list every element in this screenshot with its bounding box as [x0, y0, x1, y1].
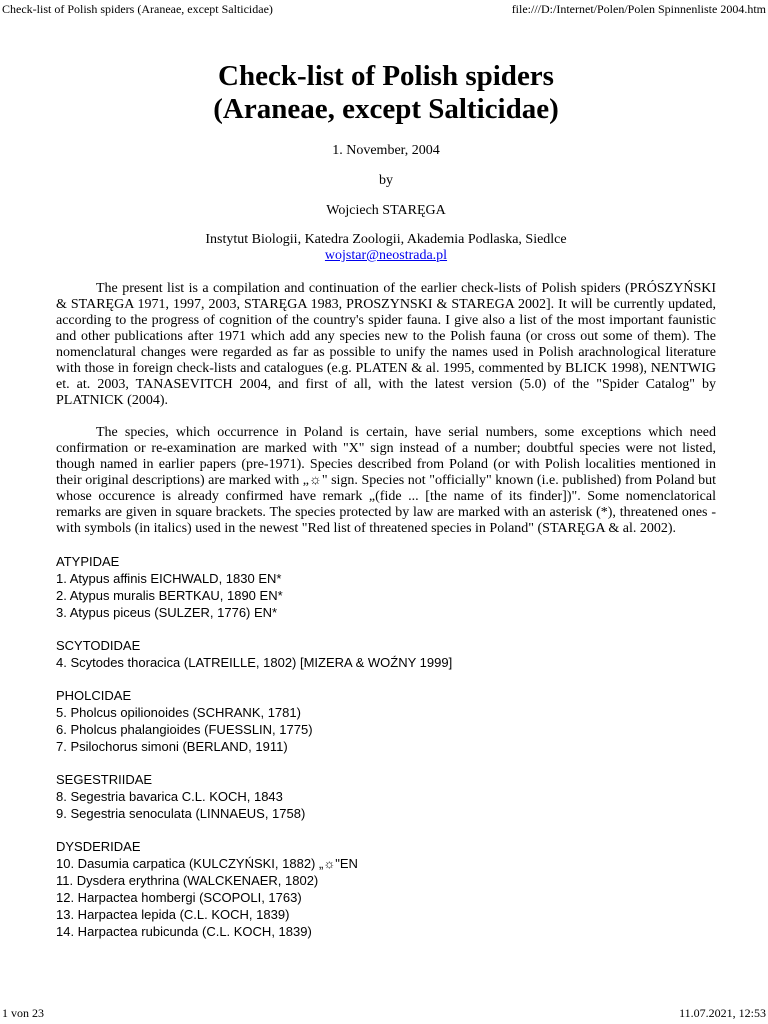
family-segestriidae	[56, 771, 716, 822]
title-line-2: (Araneae, except Salticidae)	[213, 93, 559, 125]
print-timestamp: 11.07.2021, 12:53	[679, 1006, 766, 1020]
print-header-url: file:///D:/Internet/Polen/Polen Spinnenliste 2004.htm	[511, 2, 766, 16]
species-item: 9. Segestria senoculata (LINNAEUS, 1758)	[56, 806, 306, 821]
by-label: by	[379, 173, 393, 188]
species-item: 14. Harpactea rubicunda (C.L. KOCH, 1839)	[56, 924, 312, 939]
species-item: 11. Dysdera erythrina (WALCKENAER, 1802)	[56, 873, 319, 888]
species-item: 1. Atypus affinis EICHWALD, 1830 EN*	[56, 571, 282, 586]
family-name: SCYTODIDAE	[56, 638, 141, 653]
print-footer	[2, 1005, 766, 1021]
family-dysderidae	[56, 838, 716, 940]
species-list	[56, 553, 716, 940]
species-item: 5. Pholcus opilionoides (SCHRANK, 1781)	[56, 705, 301, 720]
species-item: 6. Pholcus phalangioides (FUESSLIN, 1775)	[56, 722, 313, 737]
title-line-1: Check-list of Polish spiders	[218, 60, 554, 92]
print-header	[2, 1, 766, 17]
species-item: 7. Psilochorus simoni (BERLAND, 1911)	[56, 739, 288, 754]
family-atypidae	[56, 553, 716, 621]
species-item: 3. Atypus piceus (SULZER, 1776) EN*	[56, 605, 278, 620]
family-name: ATYPIDAE	[56, 554, 120, 569]
species-item: 13. Harpactea lepida (C.L. KOCH, 1839)	[56, 907, 290, 922]
family-name: DYSDERIDAE	[56, 839, 141, 854]
species-item: 8. Segestria bavarica C.L. KOCH, 1843	[56, 789, 283, 804]
email-link[interactable]: wojstar@neostrada.pl	[324, 248, 448, 263]
document-content	[56, 60, 716, 956]
publication-date: 1. November, 2004	[332, 143, 440, 158]
notation-paragraph: The species, which occurrence in Poland is certain, have serial numbers, some exceptions which need confirmation or re-examination are marked with "X" sign instead of a number; doubtful species were not listed, though named in earlier papers (pre-1971). Species described from Poland (or with Polish localities mentioned in their original descriptions) are marked with „☼" sign. Species not "officially" known (i.e. published) from Poland but whose occurence is already confirmed have remark „(fide ... [the name of its finder])". Some nomenclatorical remarks are given in square brackets. The species protected by law are marked with an asterisk (*), threatened ones - with symbols (in italics) used in the newest "Red list of threatened species in Poland" (STARĘGA & al. 2002).	[56, 425, 716, 536]
page-counter: 1 von 23	[2, 1006, 44, 1020]
family-name: PHOLCIDAE	[56, 688, 132, 703]
intro-paragraph: The present list is a compilation and continuation of the earlier check-lists of Polish spiders (PRÓSZYŃSKI & STARĘGA 1971, 1997, 2003, STARĘGA 1983, PROSZYNSKI & STAREGA 2002]. It will be currently updated, according to the progress of cognition of the country's spider fauna. I give also a list of the most important faunistic and other publications after 1971 which add any species new to the Polish fauna (or cross out some of them). The nomenclatural changes were regarded as far as possible to unify the names used in Polish arachnological literature with those in foreign check-lists and catalogues (e.g. PLATEN & al. 1995, commented by BLICK 1998), NENTWIG et. at. 2003, TANASEVITCH 2004, and first of all, with the latest version (5.0) of the "Spider Catalog" by PLATNICK (2004).	[56, 281, 716, 408]
page-title	[56, 60, 716, 126]
family-scytodidae	[56, 637, 716, 671]
family-pholcidae	[56, 687, 716, 755]
institution: Instytut Biologii, Katedra Zoologii, Akademia Podlaska, Siedlce	[205, 232, 567, 247]
species-item: 12. Harpactea hombergi (SCOPOLI, 1763)	[56, 890, 302, 905]
species-item: 4. Scytodes thoracica (LATREILLE, 1802) [MIZERA & WOŹNY 1999]	[56, 655, 453, 670]
email-line	[56, 248, 716, 264]
family-name: SEGESTRIIDAE	[56, 772, 153, 787]
species-item: 2. Atypus muralis BERTKAU, 1890 EN*	[56, 588, 283, 603]
author-name: Wojciech STARĘGA	[326, 203, 446, 218]
print-header-title: Check-list of Polish spiders (Araneae, except Salticidae)	[2, 2, 273, 16]
species-item: 10. Dasumia carpatica (KULCZYŃSKI, 1882) „☼"EN	[56, 856, 358, 871]
